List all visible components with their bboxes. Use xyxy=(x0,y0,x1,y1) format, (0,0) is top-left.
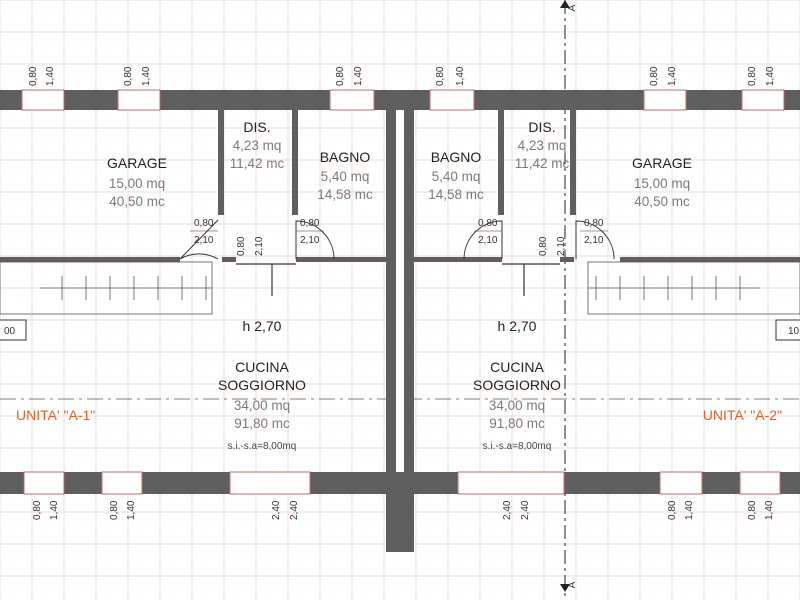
edge-dim-right: 10 xyxy=(788,326,800,337)
living-height: h 2,70 xyxy=(242,318,282,334)
dim-bot-1a: 0,80 xyxy=(32,500,43,520)
living-height: h 2,70 xyxy=(497,318,537,334)
dis-wall-right-b xyxy=(570,110,576,215)
dis-area: 4,23 mq xyxy=(232,138,282,153)
dim-door-1a: 0,80 xyxy=(194,218,214,229)
dim-top-2b: 1,40 xyxy=(141,66,152,86)
dis-area: 4,23 mq xyxy=(517,138,567,153)
dim-bot-1b: 1,40 xyxy=(49,500,60,520)
partition-left xyxy=(0,257,180,262)
dim-top-2a: 0,80 xyxy=(123,66,134,86)
dim-top-4b: 1,40 xyxy=(455,66,466,86)
dim-bot-2a: 0,80 xyxy=(109,500,120,520)
dim-bot-6a: 0,80 xyxy=(747,500,758,520)
dim-door-3b: 2,10 xyxy=(478,235,498,246)
dim-bot-4a: 2,40 xyxy=(502,500,513,520)
living-name-2: SOGGIORNO xyxy=(218,377,306,393)
dim-top-1b: 1,40 xyxy=(45,66,56,86)
living-volume: 91,80 mc xyxy=(489,416,545,431)
garage-area: 15,00 mq xyxy=(108,176,166,191)
bagno-volume: 14,58 mc xyxy=(317,187,373,202)
living-name-1: CUCINA xyxy=(235,359,289,375)
dis-name: DIS. xyxy=(528,119,556,135)
dim-inner-2a: 0,80 xyxy=(538,236,549,256)
bagno-name: BAGNO xyxy=(430,149,482,165)
dis-name: DIS. xyxy=(243,119,271,135)
bagno-area: 5,40 mq xyxy=(431,169,481,184)
living-name-1: CUCINA xyxy=(490,359,544,375)
dis-wall-left-b xyxy=(292,110,298,215)
section-marker-bottom: A xyxy=(567,581,578,589)
living-area: 34,00 mq xyxy=(233,398,291,413)
dim-door-4b: 2,10 xyxy=(584,235,604,246)
dis-volume: 11,42 mc xyxy=(229,156,285,171)
dim-door-2a: 0,80 xyxy=(300,218,320,229)
unit-left-labels xyxy=(16,119,373,452)
dim-bot-5b: 1,40 xyxy=(684,500,695,520)
dim-inner-1a: 0,80 xyxy=(236,236,247,256)
dim-door-1b: 2,10 xyxy=(194,235,214,246)
section-marker-top: A xyxy=(567,4,578,12)
dim-door-3a: 0,80 xyxy=(478,218,498,229)
dim-inner-2b: 2,10 xyxy=(556,236,567,256)
dim-inner-1b: 2,10 xyxy=(254,236,265,256)
dim-bot-3b: 2,40 xyxy=(289,500,300,520)
unit-name: UNITA' "A-2" xyxy=(702,407,782,423)
garage-name: GARAGE xyxy=(632,155,692,171)
living-note: s.i.-s.a=8,00mq xyxy=(482,441,552,452)
dim-top-5b: 1,40 xyxy=(667,66,678,86)
living-name-2: SOGGIORNO xyxy=(473,377,561,393)
dim-top-6a: 0,80 xyxy=(747,66,758,86)
dim-door-4a: 0,80 xyxy=(584,218,604,229)
partition-left-2 xyxy=(222,257,236,262)
garage-area: 15,00 mq xyxy=(633,176,691,191)
dim-top-1a: 0,80 xyxy=(28,66,39,86)
partition-left-3 xyxy=(296,257,386,262)
dis-wall-left-a xyxy=(218,110,224,215)
dim-top-4a: 0,80 xyxy=(435,66,446,86)
edge-dim-left: 00 xyxy=(4,326,16,337)
dim-top-3a: 0,80 xyxy=(335,66,346,86)
dim-bot-2b: 1,40 xyxy=(126,500,137,520)
partition-right-2 xyxy=(560,257,574,262)
dim-top-6b: 1,40 xyxy=(765,66,776,86)
dim-bot-5a: 0,80 xyxy=(667,500,678,520)
dim-top-3b: 1,40 xyxy=(353,66,364,86)
living-note: s.i.-s.a=8,00mq xyxy=(227,441,297,452)
dis-wall-right-a xyxy=(498,110,504,215)
garage-volume: 40,50 mc xyxy=(109,194,165,209)
garage-volume: 40,50 mc xyxy=(634,194,690,209)
dim-door-2b: 2,10 xyxy=(300,235,320,246)
garage-name: GARAGE xyxy=(107,155,167,171)
bagno-name: BAGNO xyxy=(319,149,371,165)
living-volume: 91,80 mc xyxy=(234,416,290,431)
partition-right-3 xyxy=(620,257,800,262)
dim-bot-4b: 2,40 xyxy=(520,500,531,520)
unit-right-labels xyxy=(428,119,782,452)
living-area: 34,00 mq xyxy=(488,398,546,413)
bagno-area: 5,40 mq xyxy=(320,169,370,184)
partition-right xyxy=(414,257,502,262)
dim-bot-3a: 2,40 xyxy=(271,500,282,520)
dis-volume: 11,42 mc xyxy=(514,156,570,171)
unit-name: UNITA' "A-1" xyxy=(16,407,96,423)
party-wall-gap xyxy=(396,110,404,472)
bagno-volume: 14,58 mc xyxy=(428,187,484,202)
dim-bot-6b: 1,40 xyxy=(764,500,775,520)
dim-top-5a: 0,80 xyxy=(649,66,660,86)
